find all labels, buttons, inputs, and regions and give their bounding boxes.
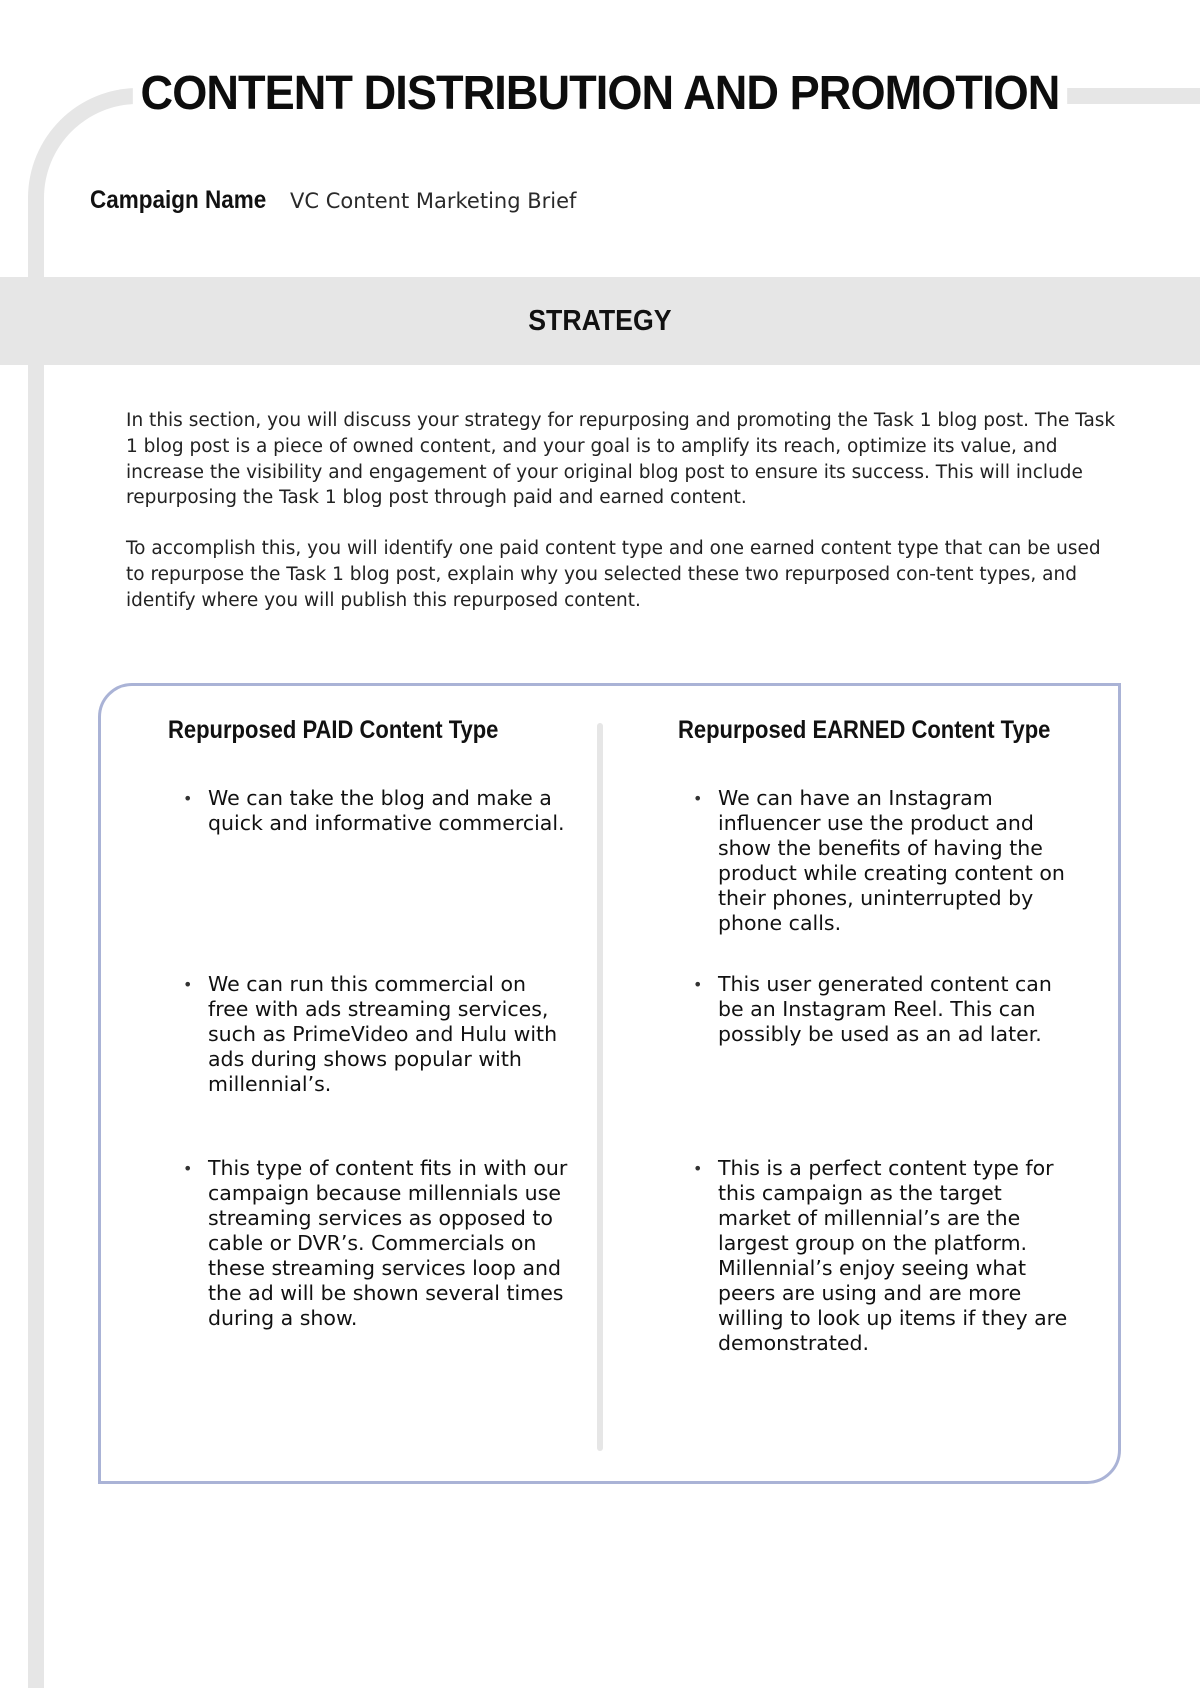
list-item: • This user generated content can be an Instagram Reel. This can possibly be used as an ad later. — [718, 972, 1080, 1047]
intro-paragraph: In this section, you will discuss your strategy for repurposing and promoting the Task 1 blog post. The Task 1 blog post is a piece of owned content, and your goal is to amplify its reach, optimize its value, and increase the visibility and engagement of your original blog post to ensure its success. This will include repurposing the Task 1 blog post through paid and earned content. — [126, 410, 1116, 509]
earned-content-column — [678, 716, 1098, 1355]
page-title-text: CONTENT DISTRIBUTION AND PROMOTION — [133, 67, 1067, 120]
list-item: • This type of content fits in with our campaign because millennials use streaming services as opposed to cable or DVR’s. Commercials on these streaming services loop and the ad will be shown several times during a show. — [208, 1156, 568, 1331]
campaign-row — [90, 186, 576, 215]
column-divider — [597, 723, 603, 1451]
campaign-name-value: VC Content Marketing Brief — [290, 189, 577, 213]
list-item: • This is a perfect content type for this campaign as the target market of millennial’s are the largest group on the platform. Millennial’s enjoy seeing what peers are using and are more willing to look up items if they are demonstrated. — [718, 1156, 1080, 1356]
paid-content-column — [168, 716, 578, 1330]
list-item: • We can run this commercial on free with ads streaming services, such as PrimeVideo and Hulu with ads during shows popular with millennial’s. — [208, 972, 568, 1097]
list-item: • We can have an Instagram influencer use the product and show the benefits of having the product while creating content on their phones, uninterrupted by phone calls. — [718, 786, 1080, 936]
campaign-name-label: Campaign Name — [90, 186, 267, 214]
earned-content-heading: Repurposed EARNED Content Type — [678, 716, 1051, 744]
strategy-section-header — [0, 277, 1200, 365]
intro-text — [126, 408, 1116, 639]
intro-paragraph: To accomplish this, you will identify one paid content type and one earned content type that can be used to repurpose the Task 1 blog post, explain why you selected these two repurposed con-tent types, and identify where you will publish this repurposed content. — [126, 538, 1101, 611]
list-item: • We can take the blog and make a quick and informative commercial. — [208, 786, 568, 836]
page-title — [36, 66, 1164, 121]
paid-content-heading: Repurposed PAID Content Type — [168, 716, 499, 744]
section-title: STRATEGY — [528, 304, 672, 337]
